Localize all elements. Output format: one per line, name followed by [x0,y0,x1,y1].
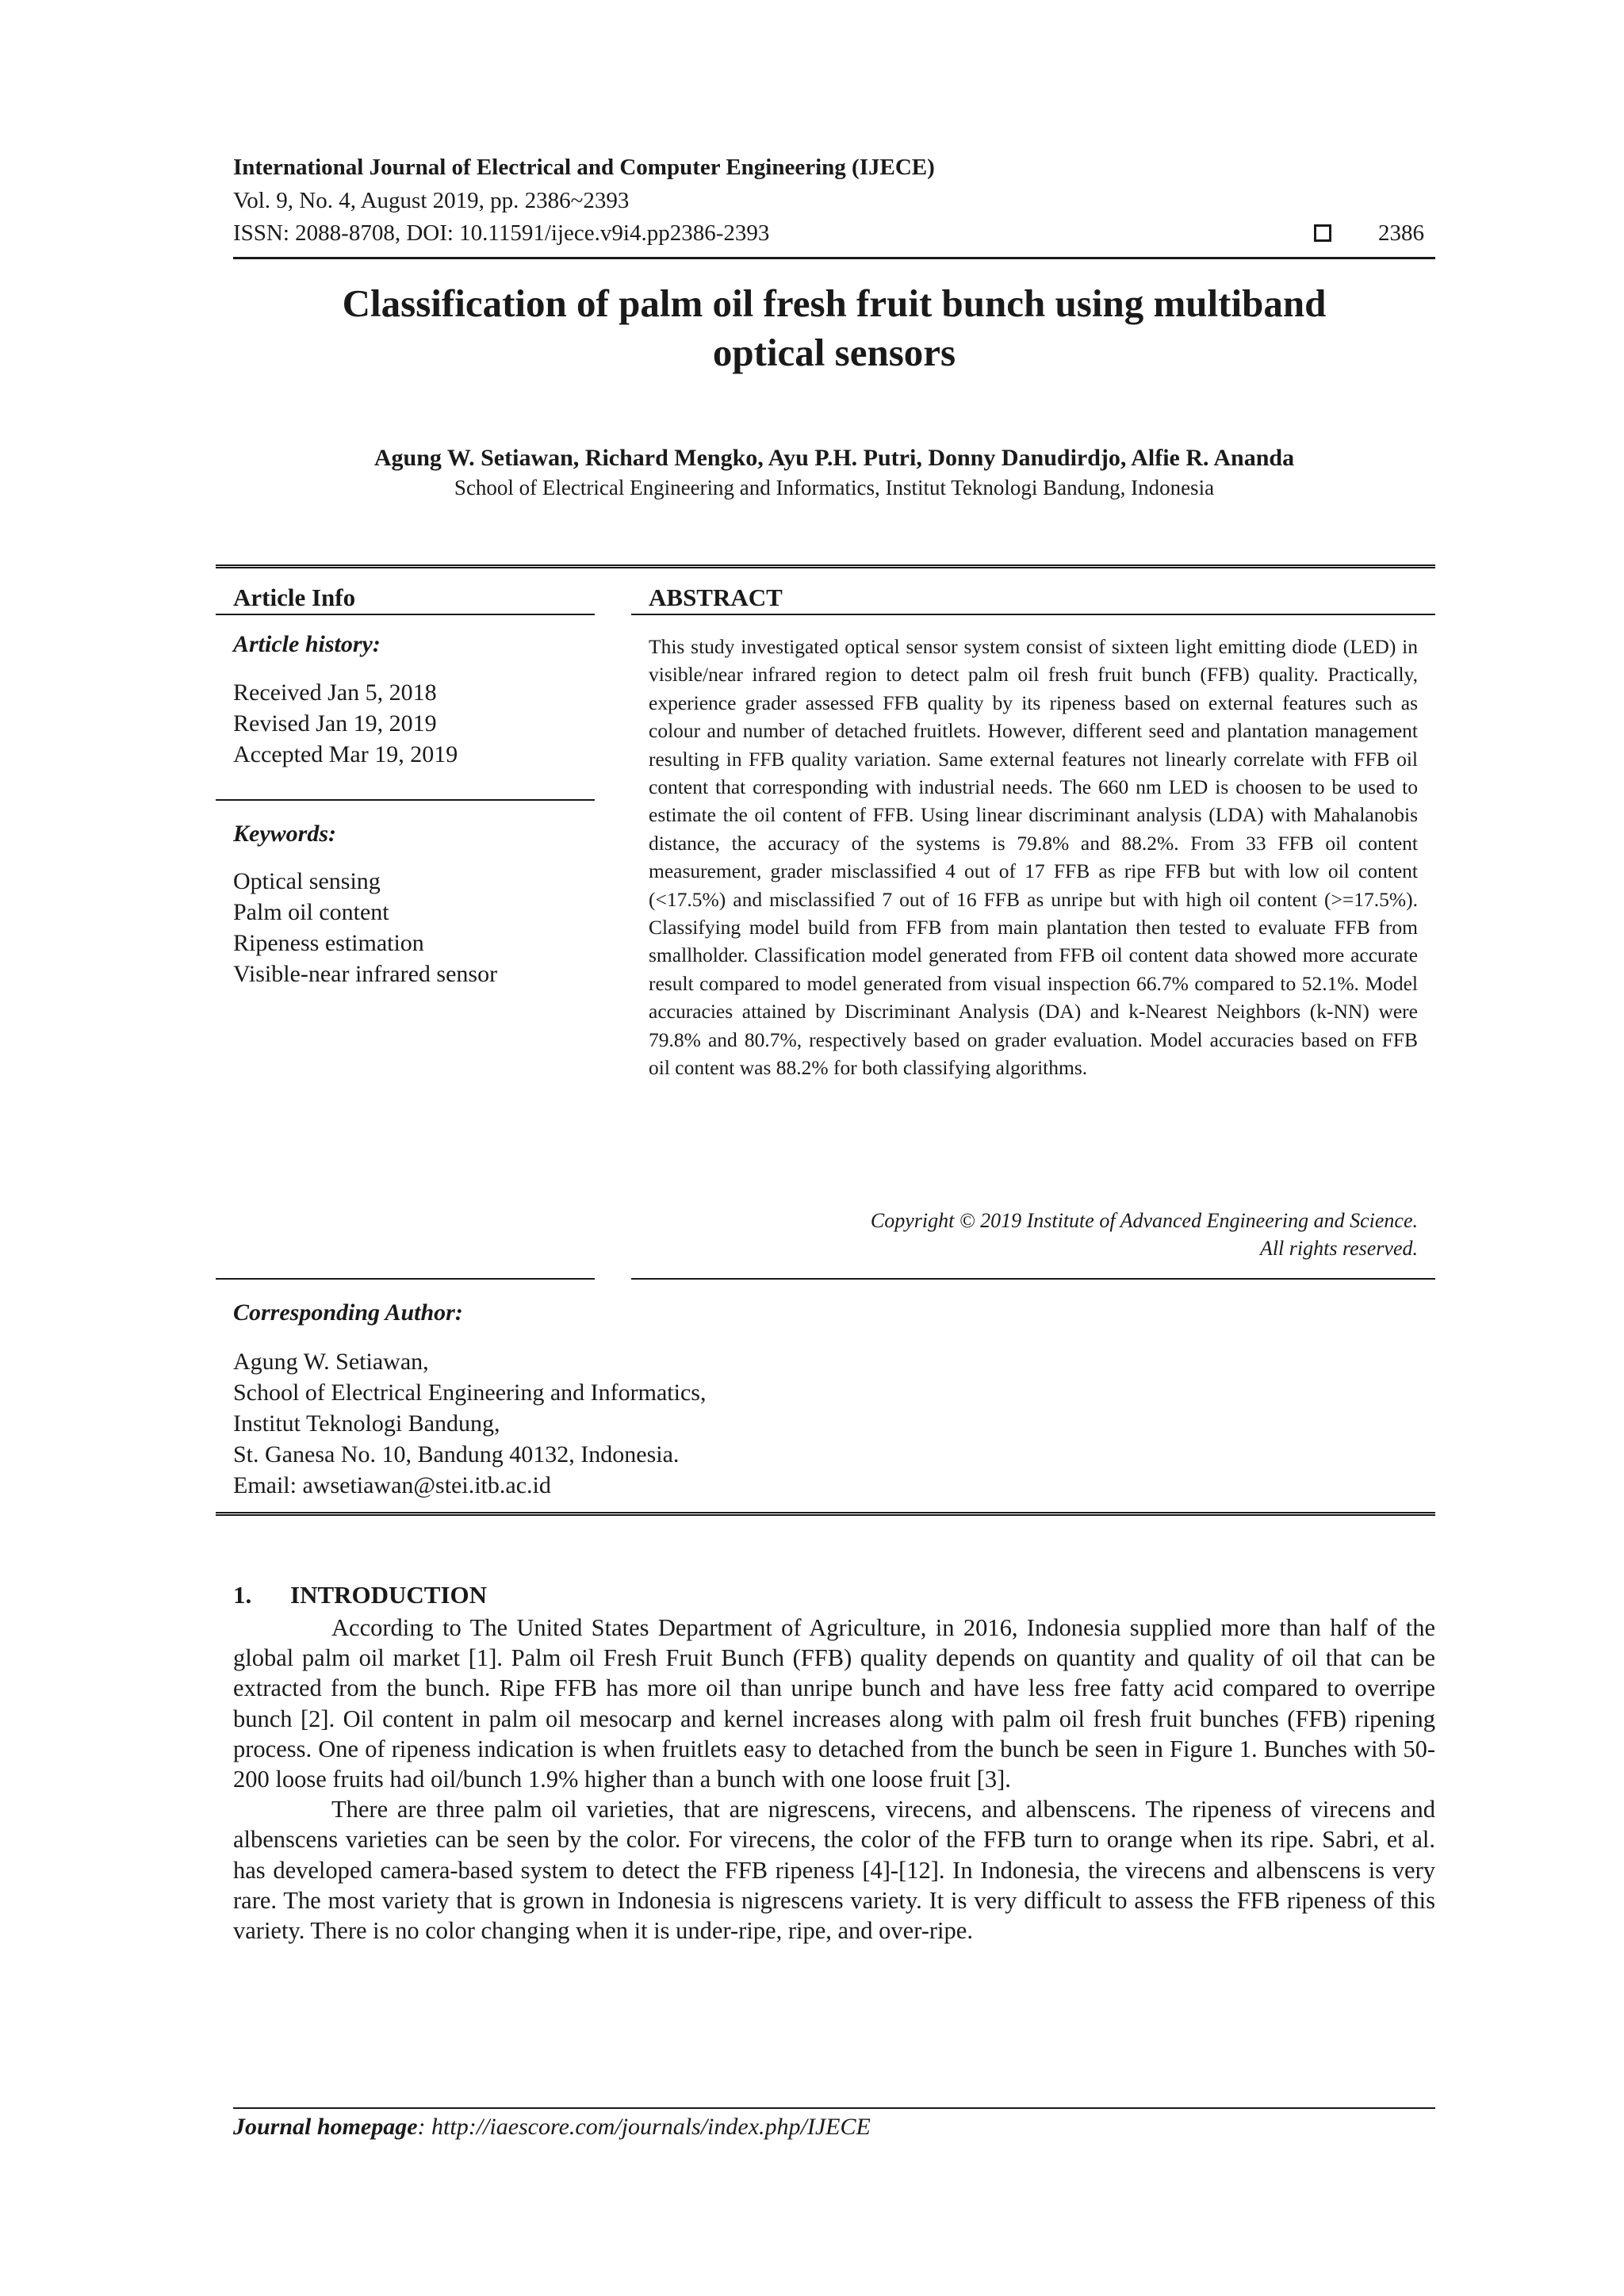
square-icon [1314,224,1331,242]
info-bottom-rule-left [216,1278,595,1280]
author-email[interactable]: Email: awsetiawan@stei.itb.ac.id [233,1472,551,1498]
keyword-item: Optical sensing [233,868,381,894]
info-bottom-rule-right [631,1278,1435,1280]
abstract-text: This study investigated optical sensor system consist of sixteen light emitting diode (LED) in visible/near infrared region to detect palm oil fresh fruit bunch (FFB) quality. Practically, experience grader assessed FFB quality by its ripeness based on external features such as colour and number of detached fruitlets. However, different seed and plantation management resulting in FFB quality variation. Same external features not linearly correlate with FFB oil content that corresponding with industrial needs. The 660 nm LED is choosen to be used to estimate the oil content of FFB. Using linear discriminant analysis (LDA) with Mahalanobis distance, the accuracy of the systems is 79.8% and 88.2%. From 33 FFB oil content measurement, grader misclassified 4 out of 17 FFB as ripe FFB but with low oil content (<17.5%) and misclassified 7 out of 16 FFB as unripe but with high oil content (>=17.5%). Classifying model build from FFB from main plantation then tested to evaluate FFB from smallholder. Classification model generated from FFB oil content data showed more accurate result compared to model generated from visual inspection 66.7% compared to 52.1%. Model accuracies attained by Discriminant Analysis (DA) and k-Nearest Neighbors (k-NN) were 79.8% and 80.7%, respectively based on grader evaluation. Model accuracies based on FFB oil content was 88.2% for both classifying algorithms. [649,635,1418,1080]
homepage-link[interactable]: http://iaescore.com/journals/index.php/IJECE [431,2114,871,2140]
article-history [233,677,458,770]
journal-name: International Journal of Electrical and Computer Engineering (IJECE) [233,155,935,180]
volume-info: Vol. 9, No. 4, August 2019, pp. 2386~2393 [233,188,630,213]
copyright-line-2: All rights reserved. [1259,1237,1418,1260]
affiliation: School of Electrical Engineering and Informatics, Institut Teknologi Bandung, Indonesia [454,476,1215,499]
info-end-rule [216,1512,1435,1516]
abstract-heading: ABSTRACT [649,584,783,611]
copyright-line-1: Copyright © 2019 Institute of Advanced Engineering and Science. [870,1209,1418,1232]
header-rule [233,257,1435,259]
keywords-heading: Keywords: [233,821,336,847]
homepage-separator: : [417,2114,432,2140]
paragraph: There are three palm oil varieties, that are nigrescens, virecens, and albenscens. The ripeness of virecens and albenscens varieties can be seen by the color. For virecens, the color of the FFB turn to orange when its ripe. Sabri, et al. has developed camera-based system to detect the FFB ripeness [4]-[12]. In Indonesia, the virecens and albenscens is very rare. The most variety that is grown in Indonesia is nigrescens variety. It is very difficult to assess the FFB ripeness of this variety. There is no color changing when it is under-ripe, ripe, and over-ripe. [233,1796,1435,1945]
corresponding-author-details [233,1346,1185,1501]
info-top-rule [216,564,1435,568]
keyword-item: Ripeness estimation [233,930,424,956]
copyright [649,1207,1418,1262]
received-date: Received Jan 5, 2018 [233,679,437,706]
article-info-rule [216,614,595,615]
author-name: Agung W. Setiawan, [233,1349,429,1375]
title-line-2: optical sensors [712,331,956,374]
homepage-label: Journal homepage [233,2114,418,2140]
authors: Agung W. Setiawan, Richard Mengko, Ayu P.H. Putri, Donny Danudirdjo, Alfie R. Ananda [373,445,1295,471]
author-school: School of Electrical Engineering and Informatics, [233,1380,707,1406]
article-info-heading: Article Info [233,584,356,611]
issn-doi: ISSN: 2088-8708, DOI: 10.11591/ijece.v9i4.pp2386-2393 [233,220,770,246]
history-rule [216,799,595,801]
title-line-1: Classification of palm oil fresh fruit bunch using multiband [342,281,1327,325]
accepted-date: Accepted Mar 19, 2019 [233,741,458,767]
paper-title [233,279,1435,377]
page-number: 2386 [1378,220,1424,246]
author-institute: Institut Teknologi Bandung, [233,1410,500,1437]
journal-homepage [233,2113,871,2141]
corresponding-author-heading: Corresponding Author: [233,1299,463,1326]
keyword-item: Visible-near infrared sensor [233,961,498,987]
keyword-item: Palm oil content [233,899,389,925]
section-number: 1. [233,1581,252,1609]
section-heading-introduction [233,1580,487,1610]
abstract-rule [631,614,1435,615]
revised-date: Revised Jan 19, 2019 [233,710,437,737]
section-title: INTRODUCTION [290,1581,488,1609]
author-address: St. Ganesa No. 10, Bandung 40132, Indonesia. [233,1441,680,1468]
article-history-heading: Article history: [233,631,381,657]
keywords-list [233,866,497,989]
paragraph: According to The United States Department of Agriculture, in 2016, Indonesia supplied more than half of the global palm oil market [1]. Palm oil Fresh Fruit Bunch (FFB) quality depends on quantity and quality of oil that can be extracted from the bunch. Ripe FFB has more oil than unripe bunch and have less free fatty acid compared to overripe bunch [2]. Oil content in palm oil mesocarp and kernel increases along with palm oil fresh fruit bunches (FFB) ripening process. One of ripeness indication is when fruitlets easy to detached from the bunch be seen in Figure 1. Bunches with 50-200 loose fruits had oil/bunch 1.9% higher than a bunch with one loose fruit [3]. [233,1614,1435,1793]
footer-rule [233,2107,1435,2109]
introduction-body [233,1613,1435,1946]
